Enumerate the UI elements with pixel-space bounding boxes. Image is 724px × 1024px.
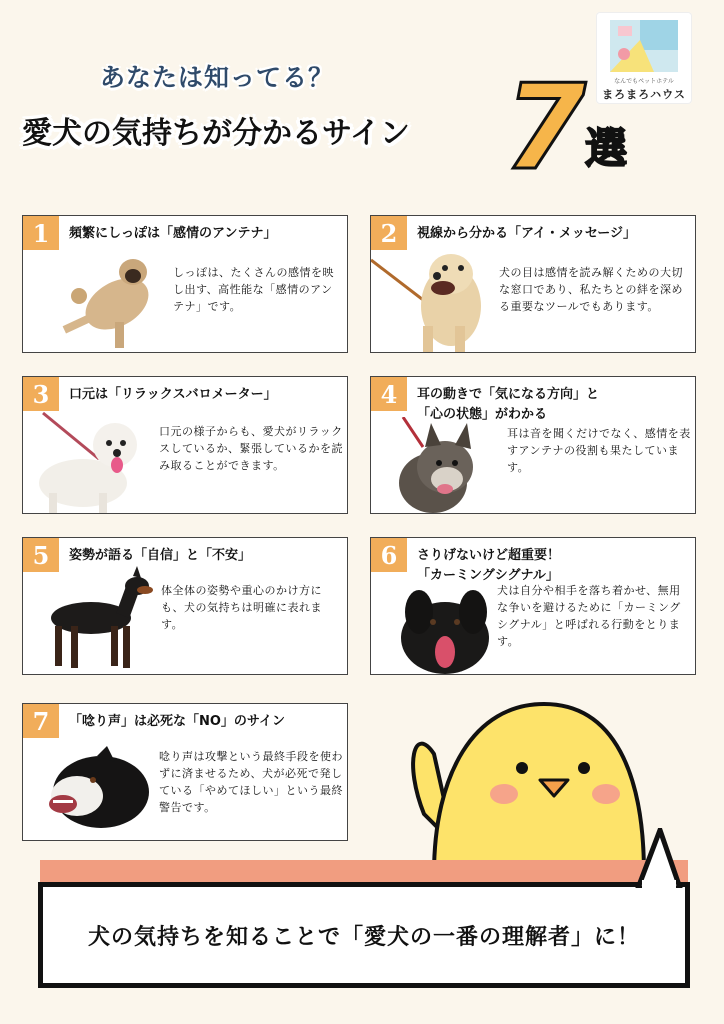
speech-tail-icon [634,828,684,888]
white-fluffy-dog-photo-icon [29,409,149,513]
card-number: 1 [23,216,59,250]
card-body: 耳は音を聞くだけでなく、感情を表すアンテナの役割も果たしています。 [507,427,691,474]
sign-card-1 [22,215,348,353]
card-number: 2 [371,216,407,250]
brand-logo [596,12,692,104]
logo-art-icon [610,20,678,72]
doberman-photo-icon [37,566,159,674]
logo-name: まろまろハウス [602,88,686,101]
card-title: 耳の動きで「気になる方向」と 「心の状態」がわかる [417,387,600,422]
card-body: 犬の目は感情を読み解くための大切な窓口であり、私たちとの絆を深める重要なツールでもあります。 [499,266,683,313]
header-kicker: あなたは知ってる？ [100,63,335,92]
card-title: さりげないけど超重要！ 「カーミングシグナル」 [417,548,561,583]
card-title: 「唸り声」は必死な「NO」のサイン [69,714,286,729]
conclusion-banner [38,882,690,988]
chick-mascot-icon [394,694,654,874]
golden-retriever-photo-icon [371,246,489,352]
logo-subtitle: なんでもペットホテル [614,78,674,85]
sign-card-3 [22,376,348,514]
akita-dog-photo-icon [393,417,493,513]
card-number: 5 [23,538,59,572]
card-number: 6 [371,538,407,572]
banner-text: 犬の気持ちを知ることで「愛犬の一番の理解者」に！ [87,924,640,950]
card-number: 7 [23,704,59,738]
sign-card-2 [370,215,696,353]
sign-card-5 [22,537,348,675]
card-title: 視線から分かる「アイ・メッセージ」 [417,226,637,241]
count-suffix: 選 [585,124,628,173]
card-title: 姿勢が語る「自信」と「不安」 [69,548,252,563]
black-dog-yawning-photo-icon [397,582,493,674]
card-body: 唸り声は攻撃という最終手段を使わずに済ませるため、犬が必死で発している「やめてほしい」という最終警告です。 [159,750,343,814]
dog-tail-photo-icon [57,246,167,350]
card-body: 体全体の姿勢や重心のかけ方にも、犬の気持ちは明確に表れます。 [161,584,322,631]
sign-card-7 [22,703,348,841]
page-title: 愛犬の気持ちが分かるサイン [22,116,410,151]
card-body: 犬は自分や相手を落ち着かせ、無用な争いを避けるために「カーミングシグナル」と呼ばれる行動をとります。 [497,584,681,648]
card-body: 口元の様子からも、愛犬がリラックスしているか、緊張しているかを読み取ることができます。 [159,425,343,472]
card-title: 口元は「リラックスバロメーター」 [69,387,277,402]
card-number: 4 [371,377,407,411]
card-body: しっぽは、たくさんの感情を映し出す、高性能な「感情のアンテナ」です。 [173,266,334,313]
card-title: 頻繁にしっぽは「感情のアンテナ」 [69,226,277,241]
sign-card-4 [370,376,696,514]
sign-card-6 [370,537,696,675]
card-number: 3 [23,377,59,411]
border-collie-growling-photo-icon [37,746,155,838]
count-number: 7 [504,58,587,196]
